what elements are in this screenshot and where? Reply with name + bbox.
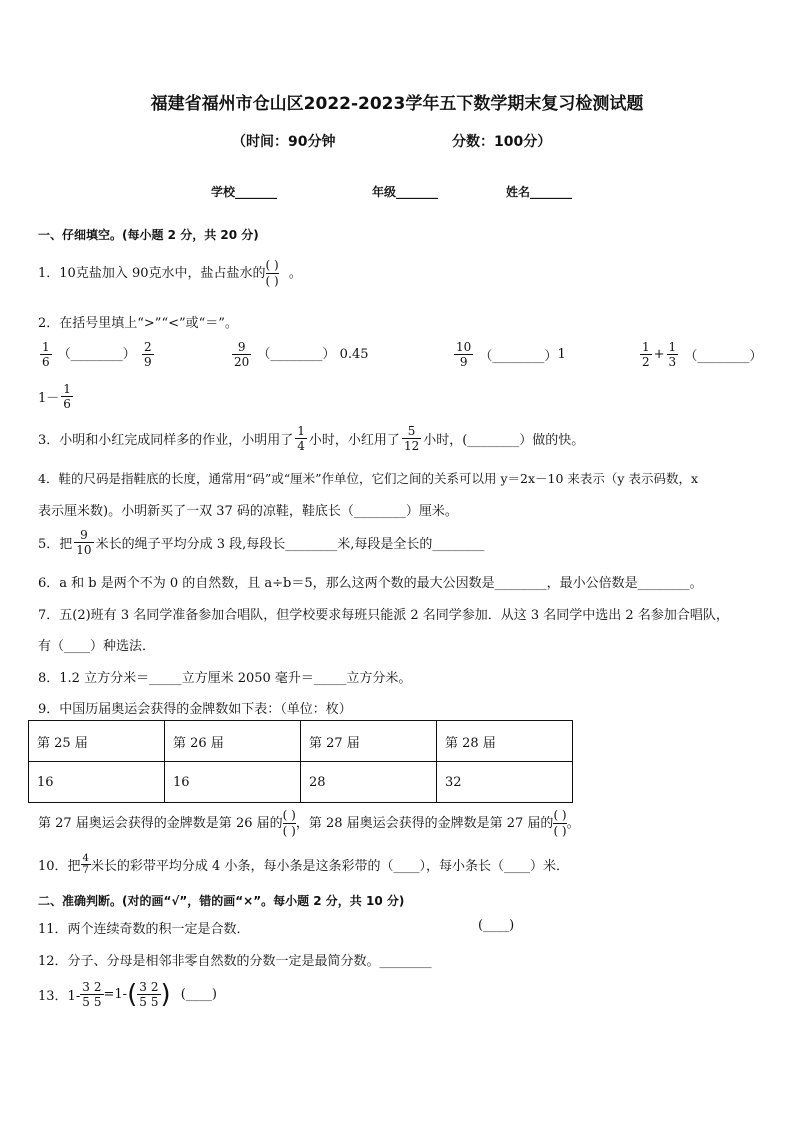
school-field[interactable]: 学校_______ — [211, 185, 278, 199]
q2-1-answer[interactable]: （________） — [57, 347, 136, 362]
table-cell: 16 — [165, 762, 301, 803]
q2-3-fraction-a: $\frac{10}{9}$ — [456, 340, 472, 369]
q2-4-fraction-c: $\frac{1}{3}$ — [668, 340, 677, 369]
q2-1-fraction-a: $\frac{1}{6}$ — [42, 340, 50, 369]
question-2: 2．在括号里填上“>”“<”或“＝”。 — [38, 316, 238, 331]
q13-answer[interactable]: (____) — [180, 987, 217, 1002]
q11-answer[interactable]: (____) — [478, 918, 515, 933]
question-5: 5．把 $\frac{9}{10}$ 米长的绳子平均分成 3 段,每段长________米,每段是全长的________ — [38, 528, 485, 557]
question-9: 9．中国历届奥运会获得的金牌数如下表：（单位：枚） — [38, 702, 352, 717]
q2-4-fraction-a: $\frac{1}{2}$ — [642, 340, 650, 369]
q9-fraction-2[interactable]: ( ) ( ) — [553, 808, 567, 838]
q2-3-value: 1 — [557, 347, 566, 362]
q3-answer[interactable]: 小时，(________）做的快。 — [423, 433, 585, 448]
q10-answer[interactable]: 米长的彩带平均分成 4 小条，每小条是这条彩带的（____），每小条长（____）米． — [90, 859, 569, 874]
question-7-line2[interactable]: 有（____）种选法． — [38, 639, 156, 654]
question-8[interactable]: 8．1.2 立方分米＝_____立方厘米 2050 毫升＝_____立方分米。 — [38, 671, 412, 686]
exam-score: 分数：100分） — [452, 134, 552, 150]
section-heading-judge: 二、准确判断。(对的画“√”，错的画“×”。每小题 2 分，共 10 分) — [38, 894, 405, 908]
table-row — [29, 762, 573, 803]
grade-field[interactable]: 年级_______ — [372, 185, 439, 199]
q2-2-value: 0.45 — [339, 347, 369, 362]
q1-text: 1．10克盐加入 90克水中，盐占盐水的 — [38, 266, 266, 281]
q2-5-fraction: $\frac{1}{6}$ — [63, 382, 71, 411]
question-12[interactable]: 12．分子、分母是相邻非零自然数的分数一定是最简分数。________ — [38, 954, 432, 969]
question-11: 11．两个连续奇数的积一定是合数． — [38, 922, 250, 937]
question-13: 13．1- $\frac{3}{5}$ $\frac{2}{5}$ =1-( $\frac{3}{5}$ $\frac{2}{5}$ ) (____) — [38, 979, 217, 1010]
q5-fraction: $\frac{9}{10}$ — [76, 528, 92, 557]
medal-table — [28, 720, 573, 803]
q13-fraction-4: $\frac{2}{5}$ — [150, 980, 159, 1009]
q2-2-answer[interactable]: （________） — [257, 347, 336, 362]
q2-4-answer[interactable]: （________） — [684, 349, 763, 364]
table-cell: 32 — [437, 762, 573, 803]
q2-item-5 — [38, 382, 75, 411]
page-title: 福建省福州市仓山区2022-2023学年五下数学期末复习检测试题 — [150, 94, 644, 114]
table-row — [29, 721, 573, 762]
q13-fraction-2: $\frac{2}{5}$ — [93, 980, 102, 1009]
question-7-line1: 7．五(2)班有 3 名同学准备参加合唱队，但学校要求每班只能派 2 名同学参加．从这 3 名同学中选出 2 名参加合唱队， — [38, 608, 729, 623]
q1-end: 。 — [288, 266, 302, 281]
question-1 — [38, 258, 302, 289]
q2-2-fraction-a: $\frac{9}{20}$ — [234, 340, 250, 369]
q2-4-plus: + — [653, 347, 665, 362]
table-header-cell: 第 28 届 — [437, 721, 573, 762]
table-header-cell: 第 26 届 — [165, 721, 301, 762]
q5-answer[interactable]: 米长的绳子平均分成 3 段,每段长________米,每段是全长的________ — [95, 537, 485, 552]
question-6[interactable]: 6．a 和 b 是两个不为 0 的自然数，且 a÷b＝5，那么这两个数的最大公因数是________，最小公倍数是________。 — [38, 576, 703, 591]
q2-item-2 — [230, 340, 369, 369]
q13-fraction-3: $\frac{3}{5}$ — [139, 980, 147, 1009]
q2-5-prefix: 1－ — [38, 391, 60, 406]
question-3: 3．小明和小红完成同样多的作业，小明用了 $\frac{1}{4}$ 小时，小红用了 $\frac{5}{12}$ 小时，(________）做的快。 — [38, 424, 585, 453]
question-4-line2[interactable]: 表示厘米数)。小明新买了一双 37 码的凉鞋，鞋底长（________）厘米。 — [38, 504, 458, 519]
q2-1-fraction-b: $\frac{2}{9}$ — [143, 340, 152, 369]
q13-fraction-1: $\frac{3}{5}$ — [82, 980, 90, 1009]
q2-item-1 — [38, 340, 156, 369]
q3-fraction-2: $\frac{5}{12}$ — [403, 424, 420, 453]
exam-time: （时间：90分钟 — [232, 134, 336, 150]
q1-denominator[interactable]: ( ) — [265, 274, 279, 288]
q10-fraction: $\frac{4}{7}$ — [82, 853, 89, 876]
q1-numerator[interactable]: ( ) — [265, 258, 279, 272]
table-cell: 16 — [29, 762, 165, 803]
table-header-cell: 第 25 届 — [29, 721, 165, 762]
q9-followup: 第 27 届奥运会获得的金牌数是第 26 届的 ( ) ( ) ，第 28 届奥运会获得的金牌数是第 27 届的 ( ) ( ) 。 — [38, 808, 580, 838]
q2-3-answer[interactable]: （________） — [479, 349, 558, 364]
q3-fraction-1: $\frac{1}{4}$ — [297, 424, 305, 453]
table-header-cell: 第 27 届 — [301, 721, 437, 762]
q9-fraction-1[interactable]: ( ) ( ) — [282, 808, 296, 838]
question-10: 10．把 $\frac{4}{7}$ 米长的彩带平均分成 4 小条，每小条是这条彩带的（____），每小条长（____）米． — [38, 853, 569, 876]
section-heading-fill: 一、仔细填空。(每小题 2 分，共 20 分) — [38, 228, 259, 242]
name-field[interactable]: 姓名_______ — [506, 185, 573, 199]
q1-fraction[interactable] — [266, 258, 279, 289]
question-4-line1: 4．鞋的尺码是指鞋底的长度，通常用“码”或“厘米”作单位，它们之间的关系可以用 y＝2x－10 来表示（y 表示码数，x — [38, 471, 699, 486]
table-cell: 28 — [301, 762, 437, 803]
q2-item-3 — [452, 340, 566, 369]
q2-item-4 — [638, 340, 762, 369]
